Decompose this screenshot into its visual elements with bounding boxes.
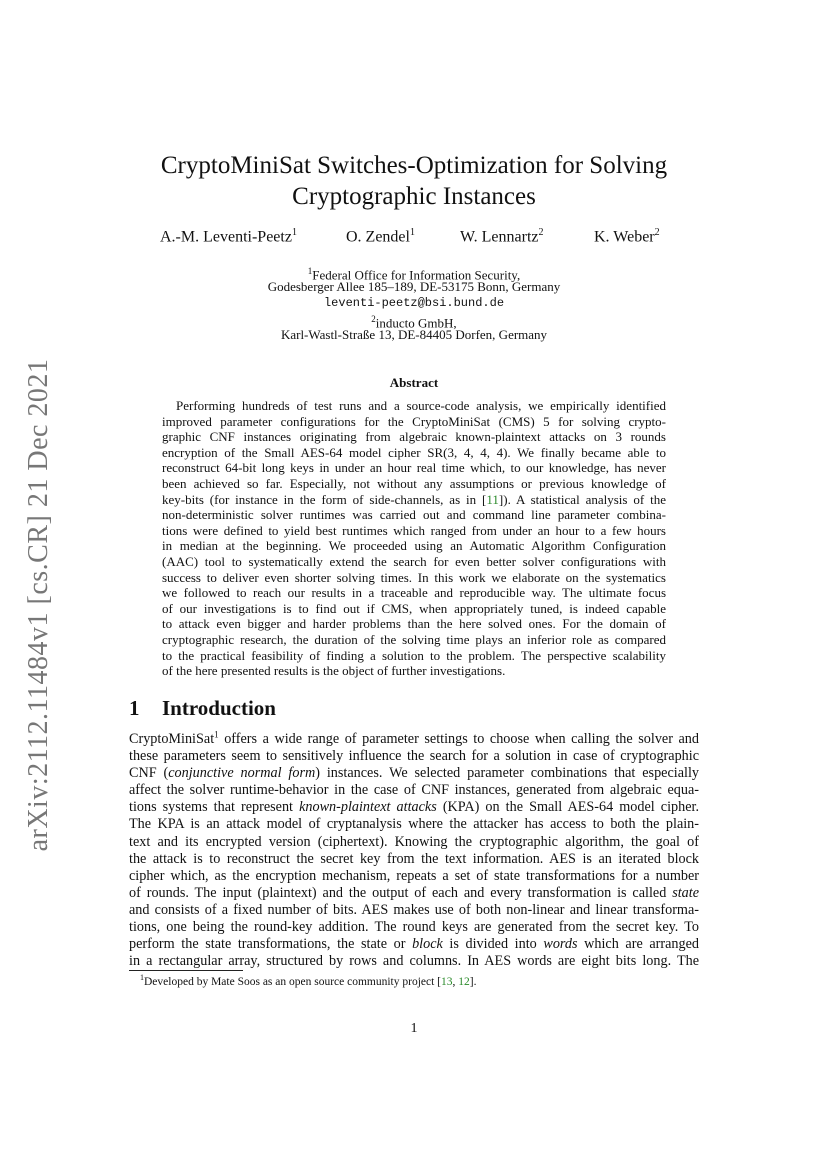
abstract-line: non-deterministic solver runtimes was carried out and command line parameter combina- [162, 507, 666, 523]
section-number: 1 [129, 696, 140, 720]
footnote [140, 973, 476, 988]
paper-title-line-2: Cryptographic Instances [292, 183, 536, 210]
section-heading [129, 696, 276, 721]
abstract-line: to attack even bigger and harder problems than the here solved ones. For the domain of [162, 616, 666, 632]
arxiv-identifier [20, 358, 58, 852]
introduction-line: cipher which, as the encryption mechanism, repeats a set of state transformations for a number [129, 867, 699, 884]
section-title: Introduction [162, 696, 276, 720]
author-name: O. Zendel [346, 228, 410, 246]
introduction-line: CNF (conjunctive normal form) instances. We selected parameter combinations that especially [129, 765, 699, 782]
citation-link[interactable]: 12 [458, 975, 470, 988]
author-name: W. Lennartz [460, 228, 539, 246]
introduction-line: perform the state transformations, the state or block is divided into words which are arranged [129, 936, 699, 953]
introduction-line: the attack is to reconstruct the secret key from the text information. AES is an iterated block [129, 850, 699, 867]
citation-link[interactable]: 11 [486, 491, 499, 507]
abstract-line: reconstruct 64-bit long keys in under an hour real time which, to our knowledge, has never [162, 460, 666, 476]
author-affiliation-mark: 1 [409, 227, 415, 238]
page-number: 1 [410, 1021, 418, 1036]
affiliation-text: inducto GmbH, [375, 315, 457, 331]
affiliation-mark: 1 [307, 266, 313, 276]
citation-link[interactable]: 13 [441, 975, 453, 988]
introduction-line: affect the solver runtime-behavior in the case of CNF instances, generated from algebraic equa- [129, 782, 699, 799]
introduction-line: these parameters seem to sensitively influence the search for a solution in case of cryptographic [129, 748, 699, 765]
author-name: K. Weber [594, 228, 655, 246]
abstract-line: cryptographic research, the duration of the solving time plays an inferior role as compared [162, 631, 666, 647]
abstract-line: success to deliver even shorter solving times. In this work we elaborate on the systematics [162, 569, 666, 585]
affiliation-line-2: Godesberger Allee 185–189, DE-53175 Bonn, Germany [267, 279, 561, 294]
abstract-line: (AAC) tool to systematically extend the search for even better solver configurations with [162, 553, 666, 569]
abstract-line: of the here presented results is the object of further investigations. [162, 663, 506, 679]
affiliation-line-5: Karl-Wastl-Straße 13, DE-84405 Dorfen, Germany [280, 327, 548, 342]
abstract-line: Performing hundreds of test runs and a source-code analysis, we empirically identified [176, 398, 666, 413]
arxiv-identifier-text: arXiv:2112.11484v1 [cs.CR] 21 Dec 2021 [23, 358, 54, 852]
introduction-line: of rounds. The input (plaintext) and the output of each and every transformation is called state [129, 884, 699, 901]
author-2 [346, 227, 415, 246]
affiliation-text: Federal Office for Information Security, [312, 267, 521, 283]
author-affiliation-mark: 2 [654, 227, 660, 238]
abstract-line: we followed to reach our results in a traceable and reproducible way. The ultimate focus [162, 585, 666, 601]
abstract-body [162, 398, 666, 679]
abstract-line: been achieved so far. Especially, not without any assumptions or previous knowledge of [162, 475, 666, 491]
author-email: leventi-peetz@bsi.bund.de [323, 296, 505, 310]
author-name: A.-M. Leventi-Peetz [160, 228, 292, 246]
introduction-line: CryptoMiniSat$^1$ offers a wide range of parameter settings to choose when calling the solver and [129, 729, 699, 747]
footnote-text: Developed by Mate Soos as an open source community project [13, 12]. [144, 975, 477, 988]
introduction-line: The KPA is an attack model of cryptanalysis where the attacker has access to both the plain- [129, 816, 699, 833]
introduction-body [129, 731, 699, 970]
footnote-rule [129, 970, 243, 971]
author-1 [160, 227, 297, 246]
introduction-line: in a rectangular array, structured by rows and columns. In AES words are eight bits long. The [129, 953, 699, 970]
abstract-line: encryption of the Small AES-64 model cipher SR(3, 4, 4, 4). We finally became able to [162, 444, 666, 460]
author-4 [594, 227, 660, 246]
author-affiliation-mark: 1 [291, 227, 297, 238]
introduction-line: tions systems that represent known-plaintext attacks (KPA) on the Small AES-64 model cipher. [129, 799, 699, 816]
introduction-line: text and its encrypted version (ciphertext). Knowing the cryptographic algorithm, the goal of [129, 833, 699, 850]
affiliation-mark: 2 [371, 314, 376, 324]
abstract-line: tions were defined to yield best runtimes which ranged from under an hour to a few hours [162, 522, 666, 538]
abstract-line: to the practical feasibility of finding a solution to the problem. The perspective scalability [162, 647, 666, 663]
abstract-heading: Abstract [389, 375, 439, 390]
paper-title-line-1: CryptoMiniSat Switches-Optimization for Solving [160, 152, 668, 179]
abstract-line: key-bits (for instance in the form of side-channels, as in [11]). A statistical analysis of the [162, 491, 667, 507]
introduction-line: and consists of a fixed number of bits. AES makes use of both non-linear and linear transforma- [129, 901, 699, 918]
abstract-line: of our investigations is to find out if CMS, when appropriately tuned, is indeed capable [162, 600, 666, 616]
footnote-mark: 1 [140, 973, 144, 982]
abstract-line: graphic CNF instances originating from algebraic known-plaintext attacks on 3 rounds [162, 429, 666, 445]
abstract-line: in median at the beginning. We proceeded using an Automatic Algorithm Configuration [162, 538, 666, 554]
author-3 [460, 227, 543, 246]
author-affiliation-mark: 2 [538, 227, 544, 238]
abstract-line: improved parameter configurations for the CryptoMiniSat (CMS) 5 for solving crypto- [162, 413, 666, 429]
introduction-line: tions, one being the round-key addition. The round keys are generated from the secret key. To [129, 919, 699, 936]
